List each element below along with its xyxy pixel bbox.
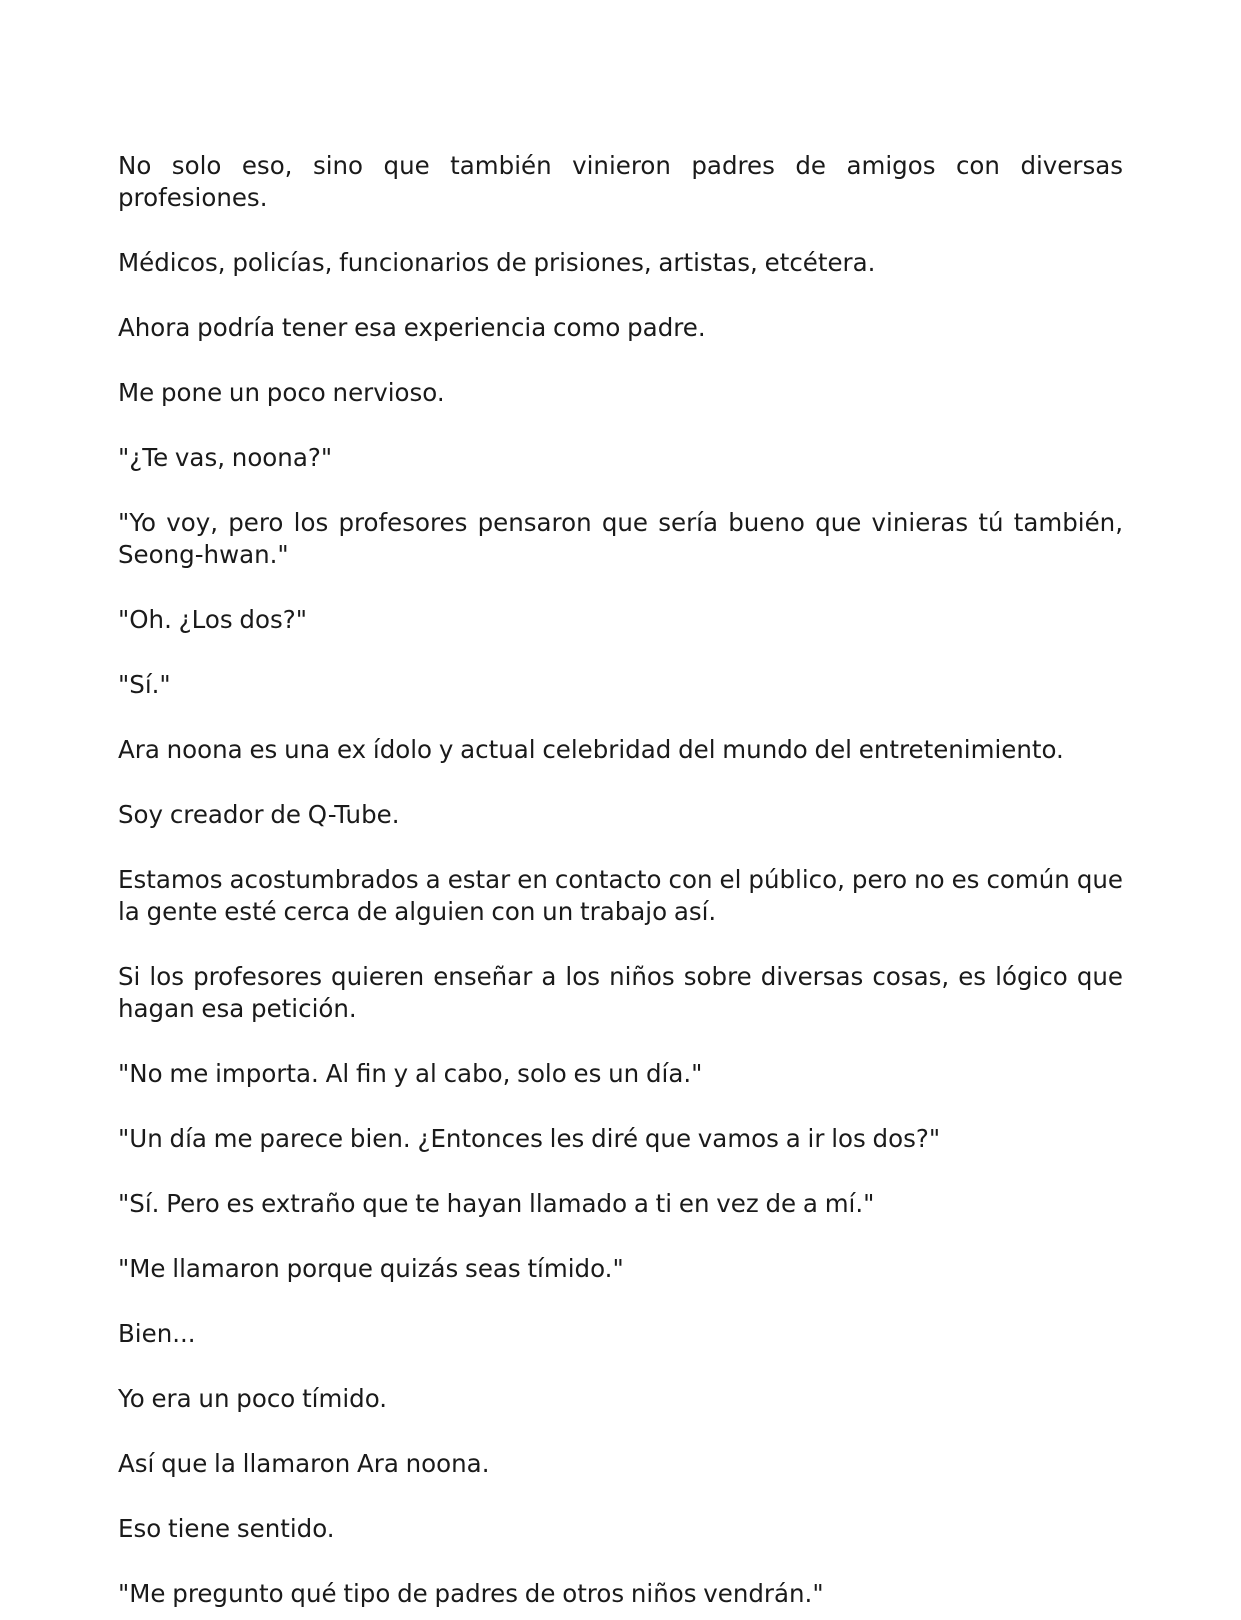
paragraph: "Me llamaron porque quizás seas tímido." bbox=[118, 1254, 624, 1283]
paragraph: "Oh. ¿Los dos?" bbox=[118, 605, 307, 634]
paragraph: Soy creador de Q-Tube. bbox=[118, 800, 400, 829]
paragraph: Ahora podría tener esa experiencia como padre. bbox=[118, 313, 706, 342]
paragraph: Me pone un poco nervioso. bbox=[118, 378, 445, 407]
paragraph: "¿Te vas, noona?" bbox=[118, 443, 333, 472]
paragraph: "Yo voy, pero los profesores pensaron que sería bueno que vinieras tú también, Seong-hwan." bbox=[118, 508, 1123, 569]
paragraph: Si los profesores quieren enseñar a los niños sobre diversas cosas, es lógico que hagan esa petición. bbox=[118, 962, 1123, 1023]
paragraph: Médicos, policías, funcionarios de prisiones, artistas, etcétera. bbox=[118, 248, 876, 277]
paragraph: "Sí. Pero es extraño que te hayan llamado a ti en vez de a mí." bbox=[118, 1189, 875, 1218]
body-text bbox=[118, 150, 1123, 1610]
paragraph: "No me importa. Al fin y al cabo, solo es un día." bbox=[118, 1059, 703, 1088]
paragraph: No solo eso, sino que también vinieron padres de amigos con diversas profesiones. bbox=[118, 151, 1123, 212]
paragraph: "Me pregunto qué tipo de padres de otros niños vendrán." bbox=[118, 1579, 824, 1608]
paragraph: Yo era un poco tímido. bbox=[118, 1384, 388, 1413]
paragraph: Bien... bbox=[118, 1319, 196, 1348]
paragraph: "Un día me parece bien. ¿Entonces les diré que vamos a ir los dos?" bbox=[118, 1124, 941, 1153]
paragraph: "Sí." bbox=[118, 670, 171, 699]
paragraph: Así que la llamaron Ara noona. bbox=[118, 1449, 490, 1478]
paragraph: Estamos acostumbrados a estar en contacto con el público, pero no es común que la gente esté cerca de alguien con un trabajo así. bbox=[118, 865, 1123, 926]
paragraph: Eso tiene sentido. bbox=[118, 1514, 335, 1543]
paragraph: Ara noona es una ex ídolo y actual celebridad del mundo del entretenimiento. bbox=[118, 735, 1064, 764]
